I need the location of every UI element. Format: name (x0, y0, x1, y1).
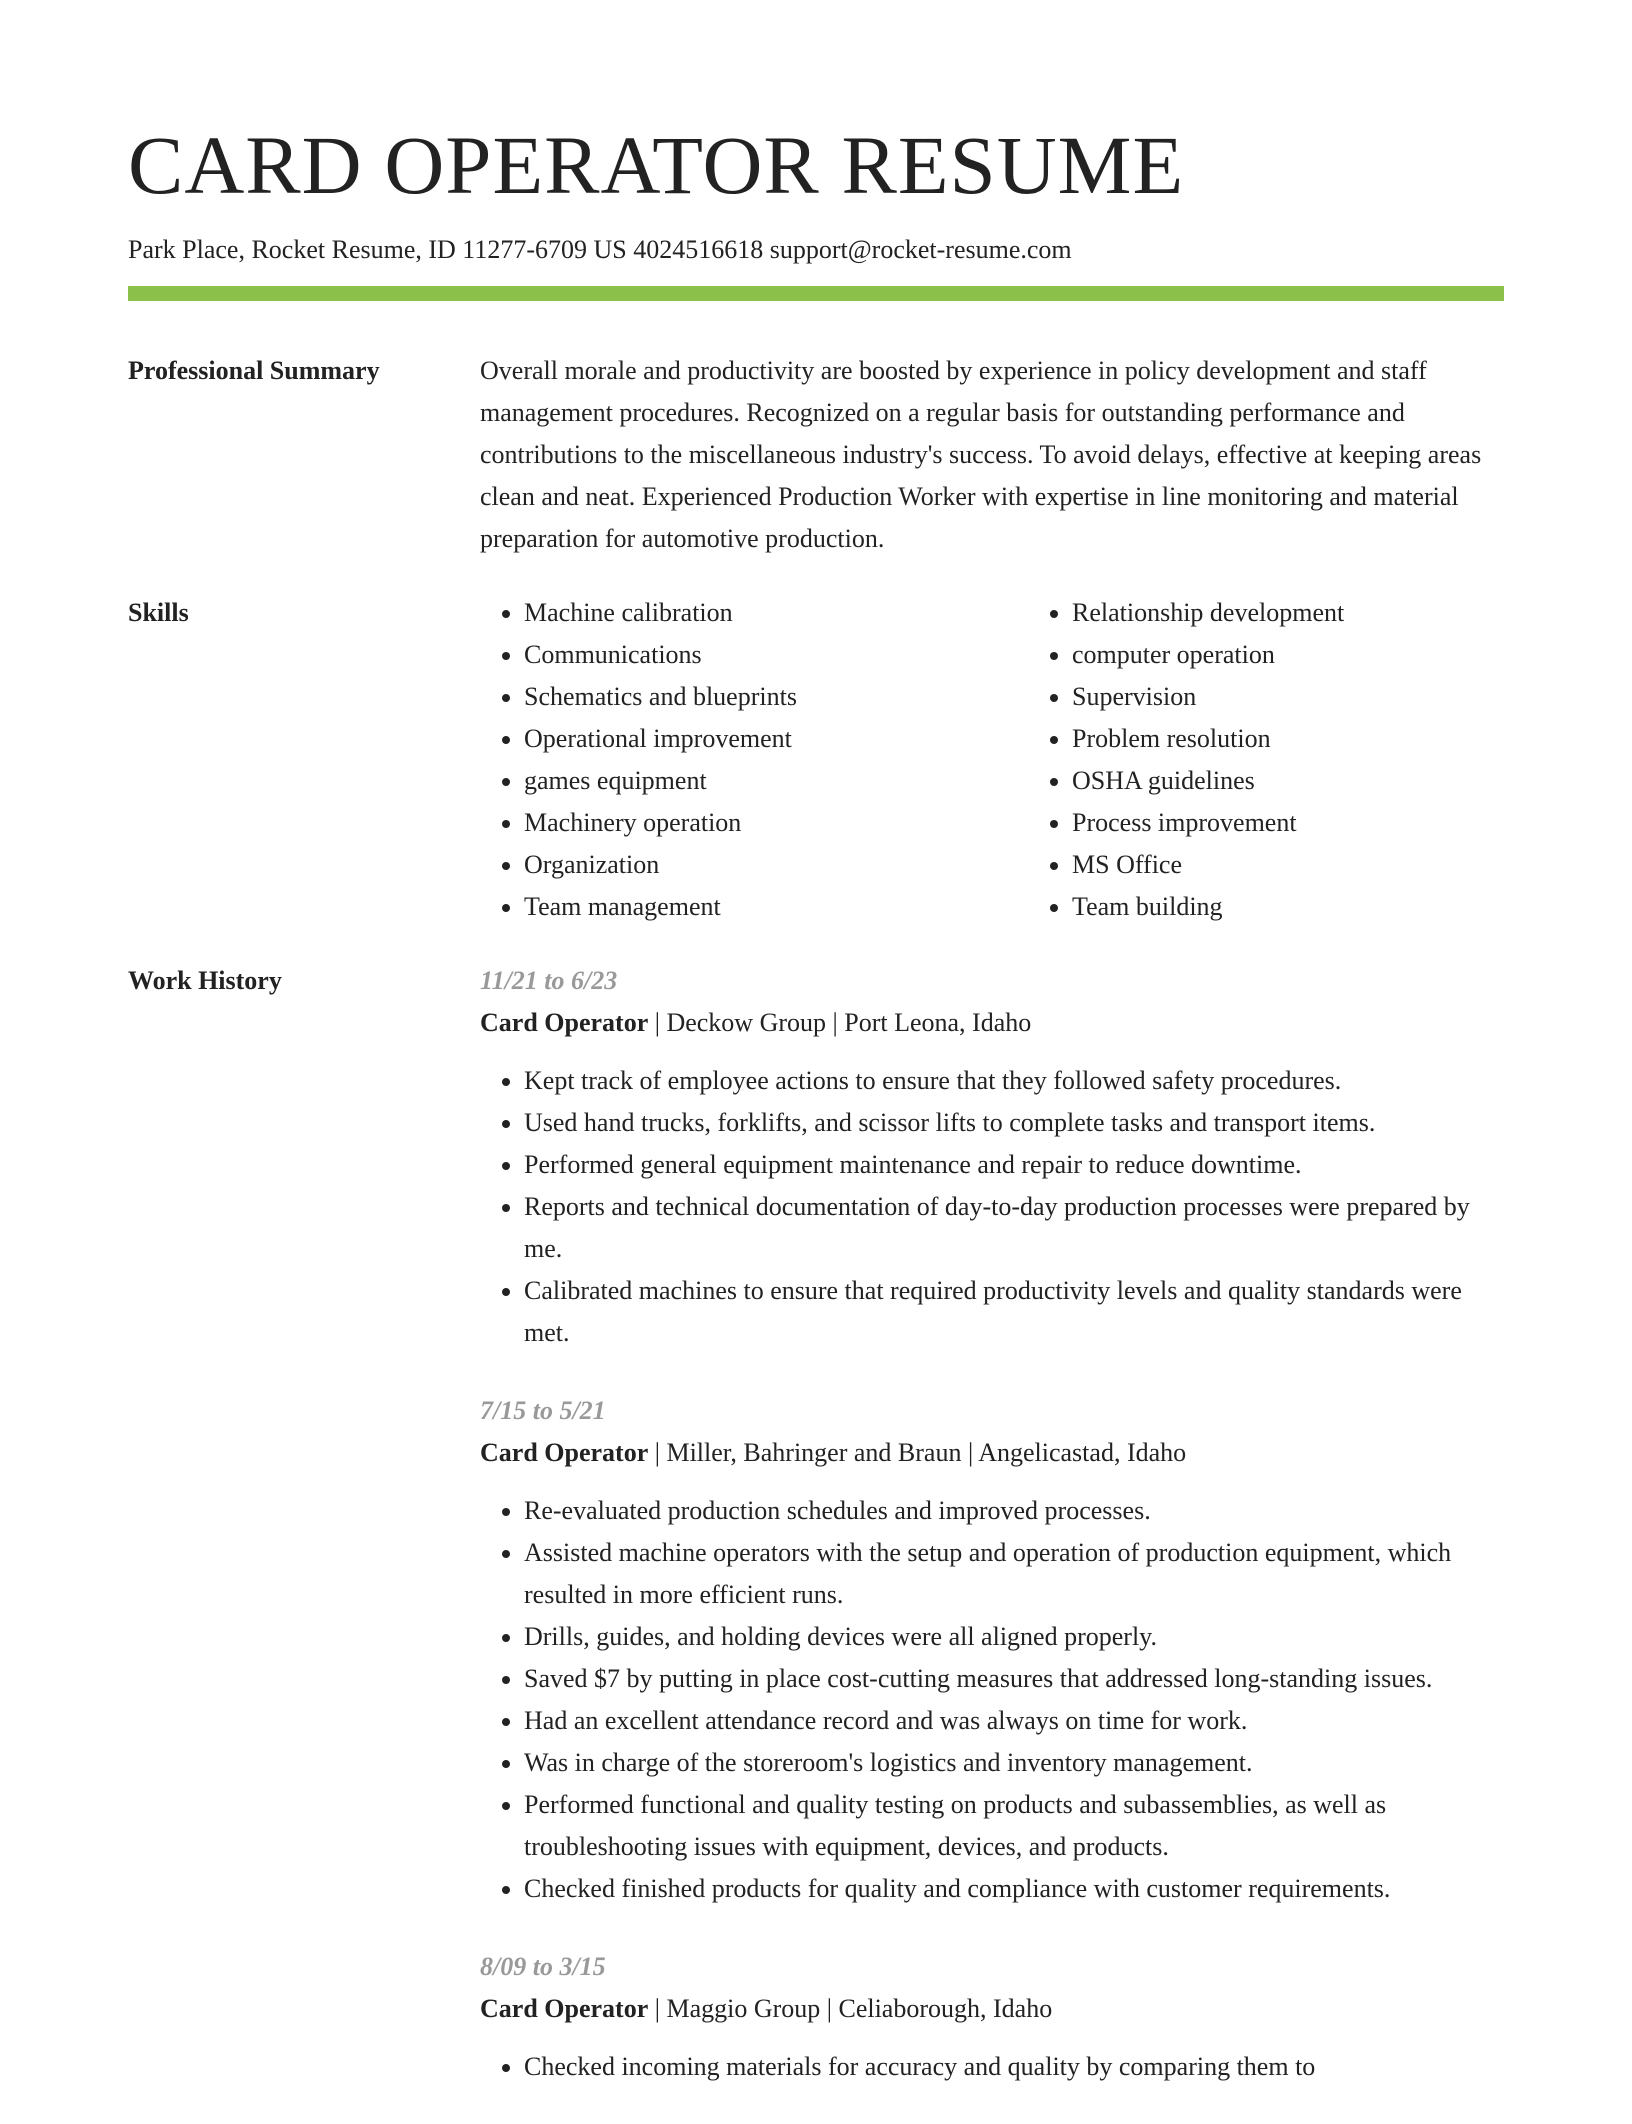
skill-item: • Machine calibration (524, 592, 984, 634)
job-heading (480, 1002, 1504, 1044)
skill-item: • Operational improvement (524, 718, 984, 760)
work-history-label: Work History (128, 966, 282, 995)
skill-item: • Organization (524, 844, 984, 886)
skill-item: • Process improvement (1072, 802, 1532, 844)
job-bullet: • Performed functional and quality testing on products and subassemblies, as well as troubleshooting issues with equipment, devices, and products. (524, 1784, 1504, 1868)
job-bullets (480, 2046, 1504, 2088)
skill-item: • computer operation (1072, 634, 1532, 676)
job-bullet: • Was in charge of the storeroom's logistics and inventory management. (524, 1742, 1504, 1784)
job-bullets (480, 1490, 1504, 1910)
job-bullet: • Calibrated machines to ensure that required productivity levels and quality standards were met. (524, 1270, 1504, 1354)
job-employer-location: | Miller, Bahringer and Braun | Angelicastad, Idaho (648, 1438, 1187, 1467)
skill-item: • Team building (1072, 886, 1532, 928)
job-bullet: • Re-evaluated production schedules and improved processes. (524, 1490, 1504, 1532)
skill-item: • Relationship development (1072, 592, 1532, 634)
skill-item: • Machinery operation (524, 802, 984, 844)
job-employer-location: | Deckow Group | Port Leona, Idaho (648, 1008, 1032, 1037)
skills-list-left (480, 592, 984, 928)
job-entry (480, 960, 1504, 1354)
header-accent-rule (128, 286, 1504, 301)
job-bullet: • Had an excellent attendance record and was always on time for work. (524, 1700, 1504, 1742)
skill-item: • Schematics and blueprints (524, 676, 984, 718)
skill-item: • Supervision (1072, 676, 1532, 718)
skill-item: • games equipment (524, 760, 984, 802)
job-bullet: • Assisted machine operators with the setup and operation of production equipment, which resulted in more efficient runs. (524, 1532, 1504, 1616)
job-bullets (480, 1060, 1504, 1354)
job-bullet: • Kept track of employee actions to ensure that they followed safety procedures. (524, 1060, 1504, 1102)
job-heading (480, 1988, 1504, 2030)
skill-item: • Team management (524, 886, 984, 928)
job-bullet: • Checked incoming materials for accuracy and quality by comparing them to (524, 2046, 1504, 2088)
summary-text: Overall morale and productivity are boosted by experience in policy development and staff management procedures. Recognized on a regular basis for outstanding performance and contributions to the miscellaneous industry's success. To avoid delays, effective at keeping areas clean and neat. Experienced Production Worker with expertise in line monitoring and material preparation for automotive production. (480, 356, 1482, 553)
skill-item: • MS Office (1072, 844, 1532, 886)
job-title: Card Operator (480, 1994, 649, 2023)
job-title: Card Operator (480, 1008, 649, 1037)
job-entry (480, 1390, 1504, 1910)
job-entry (480, 1946, 1504, 2088)
job-bullet: • Performed general equipment maintenance and repair to reduce downtime. (524, 1144, 1504, 1186)
skill-item: • Communications (524, 634, 984, 676)
job-bullet: • Drills, guides, and holding devices were all aligned properly. (524, 1616, 1504, 1658)
job-heading (480, 1432, 1504, 1474)
job-dates: 11/21 to 6/23 (480, 966, 618, 995)
skill-item: • OSHA guidelines (1072, 760, 1532, 802)
skills-label: Skills (128, 598, 189, 627)
job-employer-location: | Maggio Group | Celiaborough, Idaho (648, 1994, 1053, 2023)
contact-line: Park Place, Rocket Resume, ID 11277-6709 US 4024516618 support@rocket-resume.com (128, 235, 1072, 264)
skill-item: • Problem resolution (1072, 718, 1532, 760)
job-bullet: • Reports and technical documentation of day-to-day production processes were prepared by me. (524, 1186, 1504, 1270)
job-bullet: • Saved $7 by putting in place cost-cutting measures that addressed long-standing issues. (524, 1658, 1504, 1700)
job-bullet: • Checked finished products for quality and compliance with customer requirements. (524, 1868, 1504, 1910)
job-title: Card Operator (480, 1438, 649, 1467)
job-dates: 7/15 to 5/21 (480, 1396, 606, 1425)
job-bullet: • Used hand trucks, forklifts, and scissor lifts to complete tasks and transport items. (524, 1102, 1504, 1144)
skills-list-right (1028, 592, 1532, 928)
summary-label: Professional Summary (128, 356, 380, 385)
resume-title: CARD OPERATOR RESUME (128, 119, 1185, 211)
job-dates: 8/09 to 3/15 (480, 1952, 606, 1981)
